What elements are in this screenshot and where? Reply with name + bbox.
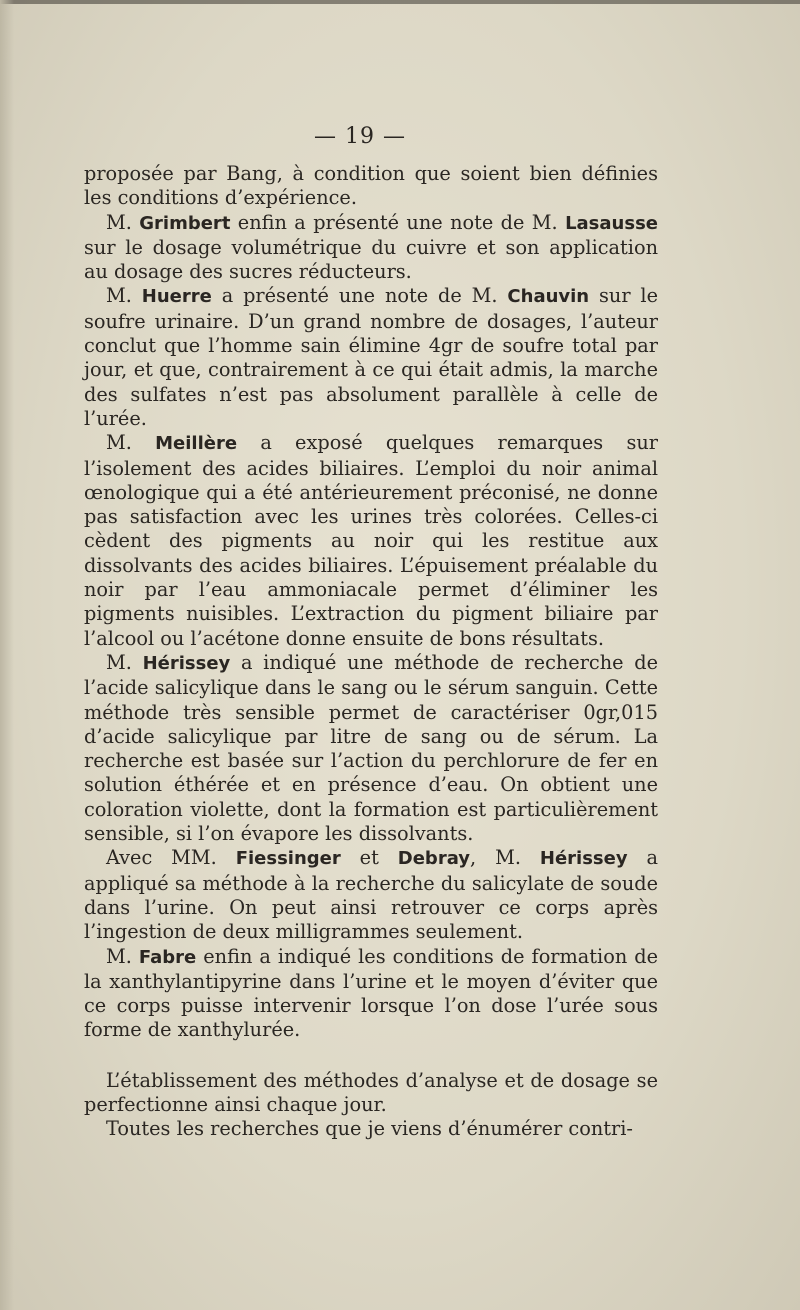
author-name: Fabre [138,946,197,968]
author-name: Huerre [141,286,212,308]
paragraph: L’établissement des méthodes d’analyse et de dosage se perfectionne ainsi chaque jour. [84,1068,658,1116]
paragraph: M. Fabre enfin a indiqué les conditions de formation de la xanthylantipyrine dans l’urine et le moyen d’éviter que ce corps puisse intervenir lorsque l’on dose l’urée sous forme de xanthylurée. [84,944,658,1042]
paragraph: proposée par Bang, à condition que soient bien définies les conditions d’expérience. [84,162,658,210]
paragraph: M. Hérissey a indiqué une méthode de recherche de l’acide salicylique dans le sang ou le sérum sanguin. Cette méthode très sensible permet de caractériser 0gr,015 d’acide salicylique par litre de sang ou de sérum. La recherche est basée sur l’action du perchlorure de fer en solution éthérée et en présence d’eau. On obtient une coloration violette, dont la formation est particulièrement sensible, si l’on évapore les dissolvants. [84,650,658,846]
paragraph: M. Huerre a présenté une note de M. Chauvin sur le soufre urinaire. D’un grand nombre de dosages, l’auteur conclut que l’homme sain élimine 4gr de soufre total par jour, et que, contrairement à ce qui était admis, la marche des sulfates n’est pas absolument parallèle à celle de l’urée. [84,284,658,430]
author-name: Grimbert [139,212,231,234]
author-name: Debray [397,848,471,870]
paragraph: Avec MM. Fiessinger et Debray, M. Hérissey a appliqué sa méthode à la recherche du salicylate de soude dans l’urine. On peut ainsi retrouver ce corps après l’ingestion de deux milligrammes seulement. [84,846,658,944]
author-name: Chauvin [507,286,590,308]
author-name: Lasausse [565,212,658,234]
top-border-line [0,0,800,4]
page-number: — 19 — [314,124,406,149]
author-name: Hérissey [539,848,628,870]
page-binding-edge [0,0,14,1310]
author-name: Meillère [155,433,238,455]
paragraph: M. Grimbert enfin a présenté une note de M. Lasausse sur le dosage volumétrique du cuivre et son application au dosage des sucres réducteurs. [84,210,658,284]
author-name: Hérissey [142,652,231,674]
paragraph: Toutes les recherches que je viens d’énumérer contri- [106,1117,633,1141]
paragraph: M. Meillère a exposé quelques remarques sur l’isolement des acides biliaires. L’emploi du noir animal œnologique qui a été antérieurement préconisé, ne donne pas satisfaction avec les urines très colorées. Celles-ci cèdent des pigments au noir qui les restitue aux dissolvants des acides biliaires. L’épuisement préalable du noir par l’eau ammoniacale permet d’éliminer les pigments nuisibles. L’extraction du pigment biliaire par l’alcool ou l’acétone donne ensuite de bons résultats. [84,431,658,650]
body-text [84,162,658,1142]
author-name: Fiessinger [235,848,341,870]
